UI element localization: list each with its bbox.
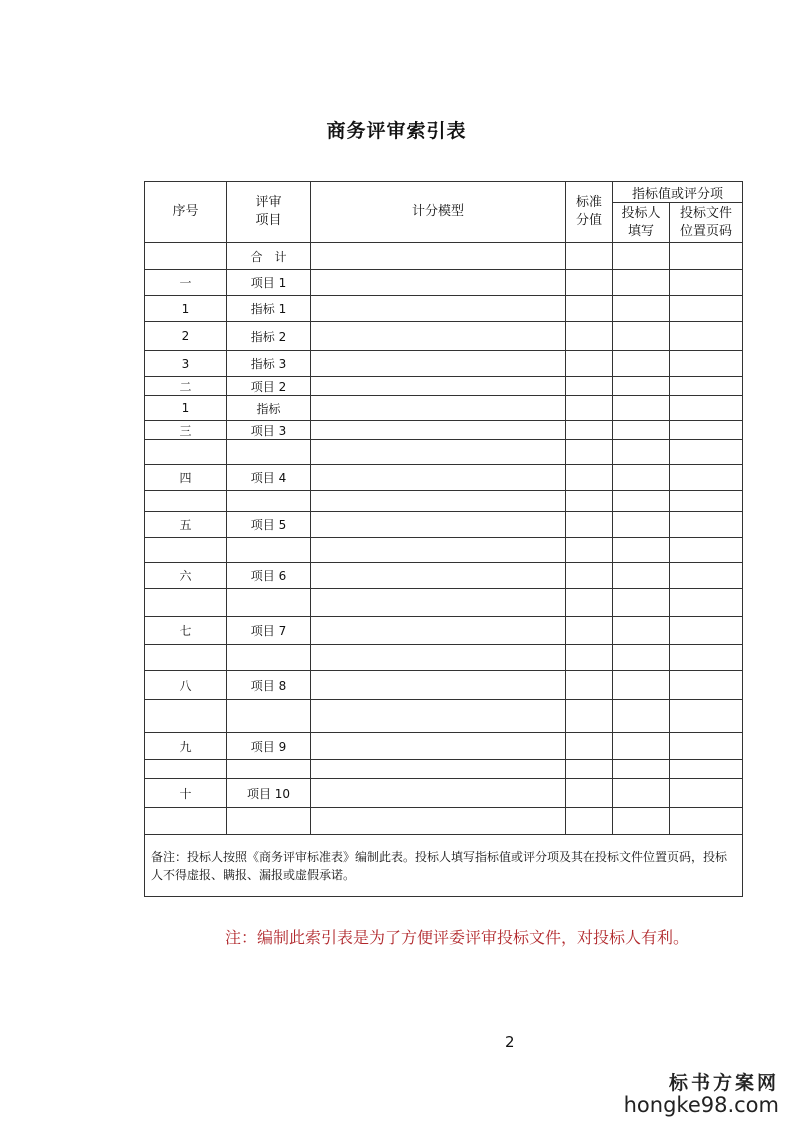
cell-item [227, 491, 311, 512]
table-row [145, 421, 743, 440]
cell-item [227, 808, 311, 835]
cell-item: 项目 10 [227, 779, 311, 808]
cell-standard-score [566, 733, 613, 760]
table-row [145, 491, 743, 512]
cell-model [311, 700, 566, 733]
cell-item: 项目 2 [227, 377, 311, 396]
table-row [145, 733, 743, 760]
header-indicator-group: 指标值或评分项 [613, 182, 743, 203]
cell-bidder-fill [613, 440, 670, 465]
cell-model [311, 396, 566, 421]
cell-item [227, 440, 311, 465]
cell-model [311, 645, 566, 671]
cell-bidder-fill [613, 538, 670, 563]
cell-standard-score [566, 296, 613, 322]
cell-bidder-fill [613, 421, 670, 440]
cell-bidder-fill [613, 808, 670, 835]
cell-model [311, 779, 566, 808]
cell-item: 项目 1 [227, 270, 311, 296]
cell-item: 指标 [227, 396, 311, 421]
cell-bidder-fill [613, 296, 670, 322]
cell-bidder-fill [613, 671, 670, 700]
cell-page-location [670, 512, 743, 538]
cell-seq: 一 [145, 270, 227, 296]
cell-standard-score [566, 617, 613, 645]
cell-standard-score [566, 645, 613, 671]
cell-standard-score [566, 351, 613, 377]
cell-page-location [670, 296, 743, 322]
cell-page-location [670, 645, 743, 671]
cell-bidder-fill [613, 563, 670, 589]
cell-standard-score [566, 808, 613, 835]
cell-standard-score [566, 589, 613, 617]
cell-page-location [670, 671, 743, 700]
table-row [145, 779, 743, 808]
cell-bidder-fill [613, 779, 670, 808]
header-page-location-text: 投标文件 位置页码 [680, 205, 733, 239]
cell-model [311, 465, 566, 491]
header-item-text: 评审 项目 [255, 195, 282, 228]
cell-standard-score [566, 322, 613, 351]
cell-page-location [670, 700, 743, 733]
cell-item [227, 700, 311, 733]
cell-seq: 八 [145, 671, 227, 700]
cell-standard-score [566, 440, 613, 465]
cell-standard-score [566, 396, 613, 421]
cell-page-location [670, 377, 743, 396]
cell-standard-score [566, 421, 613, 440]
cell-model [311, 671, 566, 700]
cell-page-location [670, 563, 743, 589]
cell-standard-score [566, 563, 613, 589]
cell-page-location [670, 589, 743, 617]
table-row [145, 465, 743, 491]
page-title: 商务评审索引表 [326, 120, 467, 142]
cell-seq: 2 [145, 322, 227, 351]
cell-bidder-fill [613, 733, 670, 760]
cell-standard-score [566, 491, 613, 512]
table-row [145, 296, 743, 322]
table-row [145, 512, 743, 538]
cell-seq: 3 [145, 351, 227, 377]
table-row [145, 243, 743, 270]
cell-standard-score [566, 465, 613, 491]
cell-page-location [670, 760, 743, 779]
watermark-url: hongke98.com [623, 1093, 779, 1117]
cell-item: 项目 7 [227, 617, 311, 645]
cell-seq: 二 [145, 377, 227, 396]
cell-seq: 三 [145, 421, 227, 440]
cell-model [311, 491, 566, 512]
table-row [145, 538, 743, 563]
cell-page-location [670, 421, 743, 440]
business-review-index-table [144, 181, 743, 897]
cell-seq: 十 [145, 779, 227, 808]
cell-bidder-fill [613, 645, 670, 671]
table-row [145, 563, 743, 589]
cell-model [311, 270, 566, 296]
cell-bidder-fill [613, 617, 670, 645]
table-row [145, 645, 743, 671]
cell-page-location [670, 779, 743, 808]
cell-page-location [670, 808, 743, 835]
page-number: 2 [505, 1033, 515, 1051]
cell-page-location [670, 491, 743, 512]
cell-model [311, 322, 566, 351]
cell-model [311, 733, 566, 760]
table-row [145, 396, 743, 421]
header-model: 计分模型 [311, 182, 566, 243]
cell-model [311, 589, 566, 617]
cell-page-location [670, 351, 743, 377]
cell-bidder-fill [613, 512, 670, 538]
cell-item: 项目 6 [227, 563, 311, 589]
cell-seq [145, 538, 227, 563]
cell-model [311, 808, 566, 835]
cell-model [311, 377, 566, 396]
cell-model [311, 538, 566, 563]
cell-seq: 九 [145, 733, 227, 760]
table-row [145, 617, 743, 645]
cell-page-location [670, 617, 743, 645]
cell-model [311, 440, 566, 465]
cell-bidder-fill [613, 465, 670, 491]
table-row [145, 671, 743, 700]
header-bidder-fill-text: 投标人 填写 [621, 205, 661, 239]
cell-page-location [670, 465, 743, 491]
cell-bidder-fill [613, 396, 670, 421]
cell-seq [145, 700, 227, 733]
cell-model [311, 296, 566, 322]
cell-seq: 1 [145, 296, 227, 322]
cell-item: 指标 1 [227, 296, 311, 322]
cell-standard-score [566, 270, 613, 296]
cell-bidder-fill [613, 760, 670, 779]
cell-item: 项目 8 [227, 671, 311, 700]
cell-model [311, 617, 566, 645]
header-page-location [670, 203, 743, 243]
cell-item [227, 538, 311, 563]
cell-bidder-fill [613, 589, 670, 617]
cell-item: 项目 9 [227, 733, 311, 760]
cell-seq: 1 [145, 396, 227, 421]
table-remark: 备注：投标人按照《商务评审标准表》编制此表。投标人填写指标值或评分项及其在投标文件位置页码，投标人不得虚报、瞒报、漏报或虚假承诺。 [145, 835, 743, 897]
header-bidder-fill [613, 203, 670, 243]
cell-bidder-fill [613, 377, 670, 396]
cell-model [311, 421, 566, 440]
header-seq: 序号 [145, 182, 227, 243]
cell-item: 项目 3 [227, 421, 311, 440]
table-row [145, 270, 743, 296]
cell-standard-score [566, 538, 613, 563]
cell-bidder-fill [613, 491, 670, 512]
cell-seq [145, 645, 227, 671]
cell-seq: 六 [145, 563, 227, 589]
cell-model [311, 760, 566, 779]
table-row [145, 377, 743, 396]
cell-seq [145, 440, 227, 465]
cell-item: 合 计 [227, 243, 311, 270]
header-standard-score-text: 标准 分值 [575, 195, 602, 228]
table-row [145, 589, 743, 617]
cell-model [311, 351, 566, 377]
cell-model [311, 563, 566, 589]
cell-bidder-fill [613, 243, 670, 270]
cell-bidder-fill [613, 700, 670, 733]
cell-page-location [670, 538, 743, 563]
cell-page-location [670, 733, 743, 760]
cell-page-location [670, 270, 743, 296]
cell-model [311, 512, 566, 538]
table-row [145, 808, 743, 835]
header-standard-score [566, 182, 613, 243]
cell-bidder-fill [613, 270, 670, 296]
header-item [227, 182, 311, 243]
cell-seq [145, 589, 227, 617]
cell-standard-score [566, 512, 613, 538]
cell-standard-score [566, 671, 613, 700]
table-body [145, 243, 743, 835]
cell-seq [145, 243, 227, 270]
watermark-name: 标书方案网 [668, 1072, 779, 1094]
cell-standard-score [566, 377, 613, 396]
cell-item [227, 589, 311, 617]
footnote: 注：编制此索引表是为了方便评委评审投标文件，对投标人有利。 [225, 928, 690, 947]
cell-seq [145, 808, 227, 835]
cell-item: 项目 5 [227, 512, 311, 538]
cell-item [227, 645, 311, 671]
cell-standard-score [566, 779, 613, 808]
table-row [145, 322, 743, 351]
cell-standard-score [566, 700, 613, 733]
table-row [145, 351, 743, 377]
cell-item: 项目 4 [227, 465, 311, 491]
cell-item: 指标 2 [227, 322, 311, 351]
cell-seq: 五 [145, 512, 227, 538]
table-row [145, 440, 743, 465]
cell-bidder-fill [613, 351, 670, 377]
cell-page-location [670, 396, 743, 421]
cell-standard-score [566, 760, 613, 779]
cell-standard-score [566, 243, 613, 270]
cell-seq [145, 760, 227, 779]
cell-page-location [670, 243, 743, 270]
cell-seq [145, 491, 227, 512]
cell-seq: 四 [145, 465, 227, 491]
watermark [624, 1068, 779, 1117]
table-row [145, 700, 743, 733]
cell-page-location [670, 322, 743, 351]
cell-item: 指标 3 [227, 351, 311, 377]
cell-bidder-fill [613, 322, 670, 351]
cell-model [311, 243, 566, 270]
cell-page-location [670, 440, 743, 465]
cell-item [227, 760, 311, 779]
cell-seq: 七 [145, 617, 227, 645]
table-row [145, 760, 743, 779]
